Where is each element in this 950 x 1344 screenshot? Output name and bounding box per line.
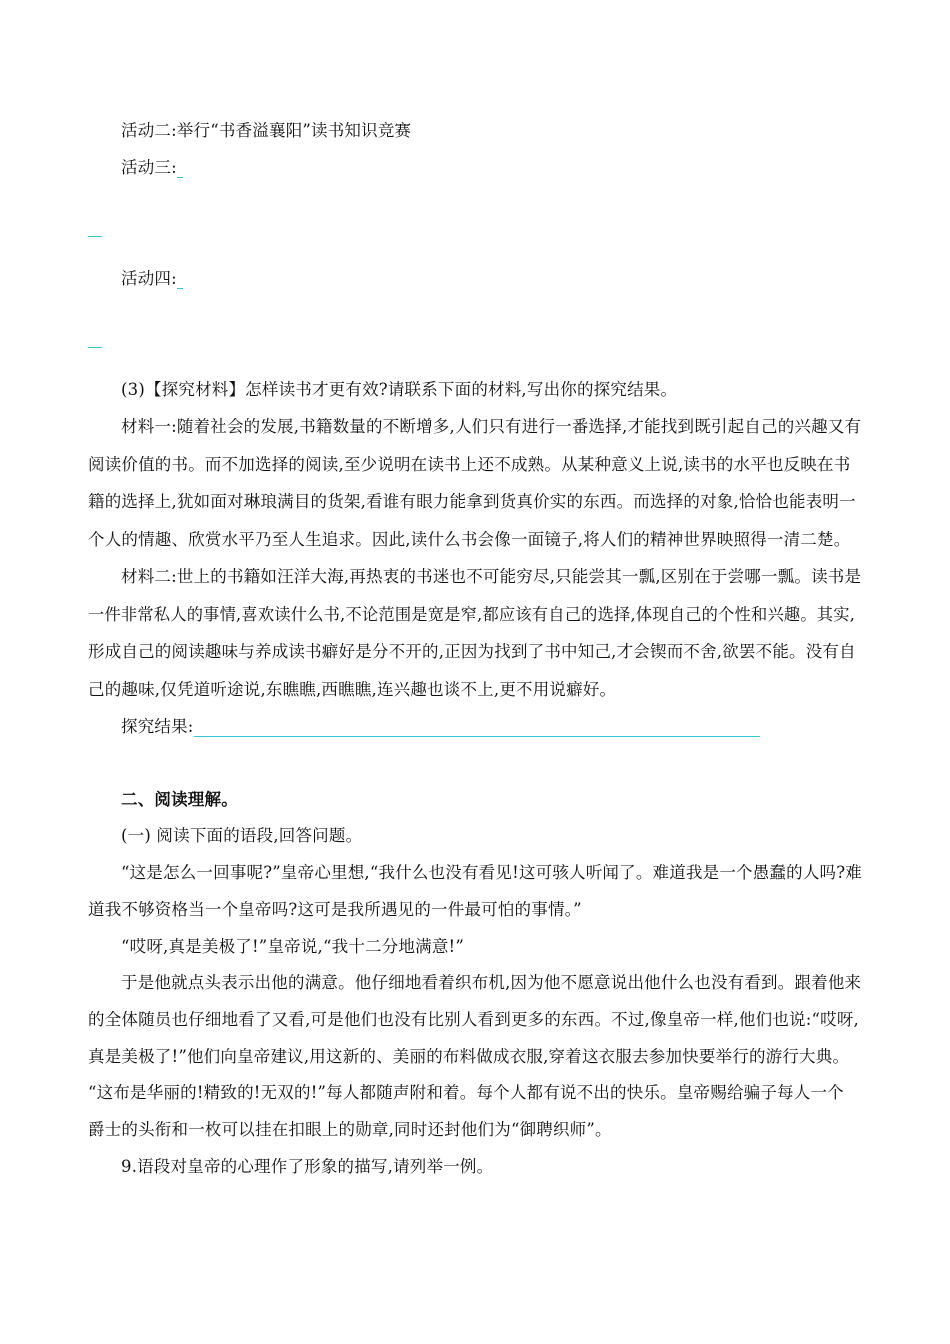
activity-3-label: 活动三: [121,158,177,177]
material-2-line-3: 形成自己的阅读趣味与养成读书癖好是分不开的,正因为找到了书中知己,才会锲而不舍,欲罢不能。没有自 [88,642,856,661]
activity-3-answer-line-end[interactable] [88,236,102,237]
passage-paragraph-2: “哎呀,真是美极了!”皇帝说,“我十二分地满意!” [121,937,464,956]
passage-paragraph-3-line-3: 真是美极了!”他们向皇帝建议,用这新的、美丽的布料做成衣服,穿着这衣服去参加快要举行的游行大典。 [88,1047,850,1066]
section-2-subheading: (一) 阅读下面的语段,回答问题。 [121,826,363,845]
passage-paragraph-3-line-1: 于是他就点头表示出他的满意。他仔细地看着织布机,因为他不愿意说出他什么也没有看到。跟着他来 [121,973,862,992]
result-label: 探究结果: [121,717,194,736]
material-2-line-1: 材料二:世上的书籍如汪洋大海,再热衷的书迷也不可能穷尽,只能尝其一瓢,区别在于尝哪一瓢。读书是 [121,567,862,586]
passage-paragraph-3-line-2: 的全体随员也仔细地看了又看,可是他们也没有比别人看到更多的东西。不过,像皇帝一样,他们也说:“哎呀, [88,1010,859,1029]
activity-4-label: 活动四: [121,269,177,288]
activity-3-row [121,158,183,178]
question-3-title: (3)【探究材料】怎样读书才更有效?请联系下面的材料,写出你的探究结果。 [121,380,678,399]
material-1-line-3: 籍的选择上,犹如面对琳琅满目的货架,看谁有眼力能拿到货真价实的东西。而选择的对象,恰恰也能表明一 [88,492,856,511]
activity-4-answer-line-end[interactable] [88,347,102,348]
material-1-line-2: 阅读价值的书。而不加选择的阅读,至少说明在读书上还不成熟。从某种意义上说,读书的水平也反映在书 [88,455,851,474]
activity-4-answer-blank[interactable] [177,270,183,289]
passage-paragraph-4-line-2: 爵士的头衔和一枚可以挂在扣眼上的勋章,同时还封他们为“御聘织师”。 [88,1120,612,1139]
material-2-line-2: 一件非常私人的事情,喜欢读什么书,不论范围是宽是窄,都应该有自己的选择,体现自己的个性和兴趣。其实, [88,605,856,624]
activity-2: 活动二:举行“书香溢襄阳”读书知识竞赛 [121,121,412,140]
material-1-line-1: 材料一:随着社会的发展,书籍数量的不断增多,人们只有进行一番选择,才能找到既引起自己的兴趣又有 [121,417,862,436]
passage-paragraph-4-line-1: “这布是华丽的!精致的!无双的!”每人都随声附和着。每个人都有说不出的快乐。皇帝赐给骗子每人一个 [88,1083,844,1102]
result-row [121,717,760,737]
passage-paragraph-1-line-1: “这是怎么一回事呢?”皇帝心里想,“我什么也没有看见!这可骇人听闻了。难道我是一个愚蠢的人吗?难 [121,863,862,882]
passage-paragraph-1-line-2: 道我不够资格当一个皇帝吗?这可是我所遇见的一件最可怕的事情。” [88,900,582,919]
material-2-line-4: 己的趣味,仅凭道听途说,东瞧瞧,西瞧瞧,连兴趣也谈不上,更不用说癖好。 [88,680,617,699]
activity-3-answer-blank[interactable] [177,159,183,178]
result-answer-blank[interactable] [194,718,760,737]
activity-4-row [121,269,183,289]
material-1-line-4: 个人的情趣、欣赏水平乃至人生追求。因此,读什么书会像一面镜子,将人们的精神世界映照得一清二楚。 [88,530,851,549]
question-9: 9.语段对皇帝的心理作了形象的描写,请列举一例。 [121,1157,494,1176]
section-2-heading: 二、阅读理解。 [121,790,238,809]
